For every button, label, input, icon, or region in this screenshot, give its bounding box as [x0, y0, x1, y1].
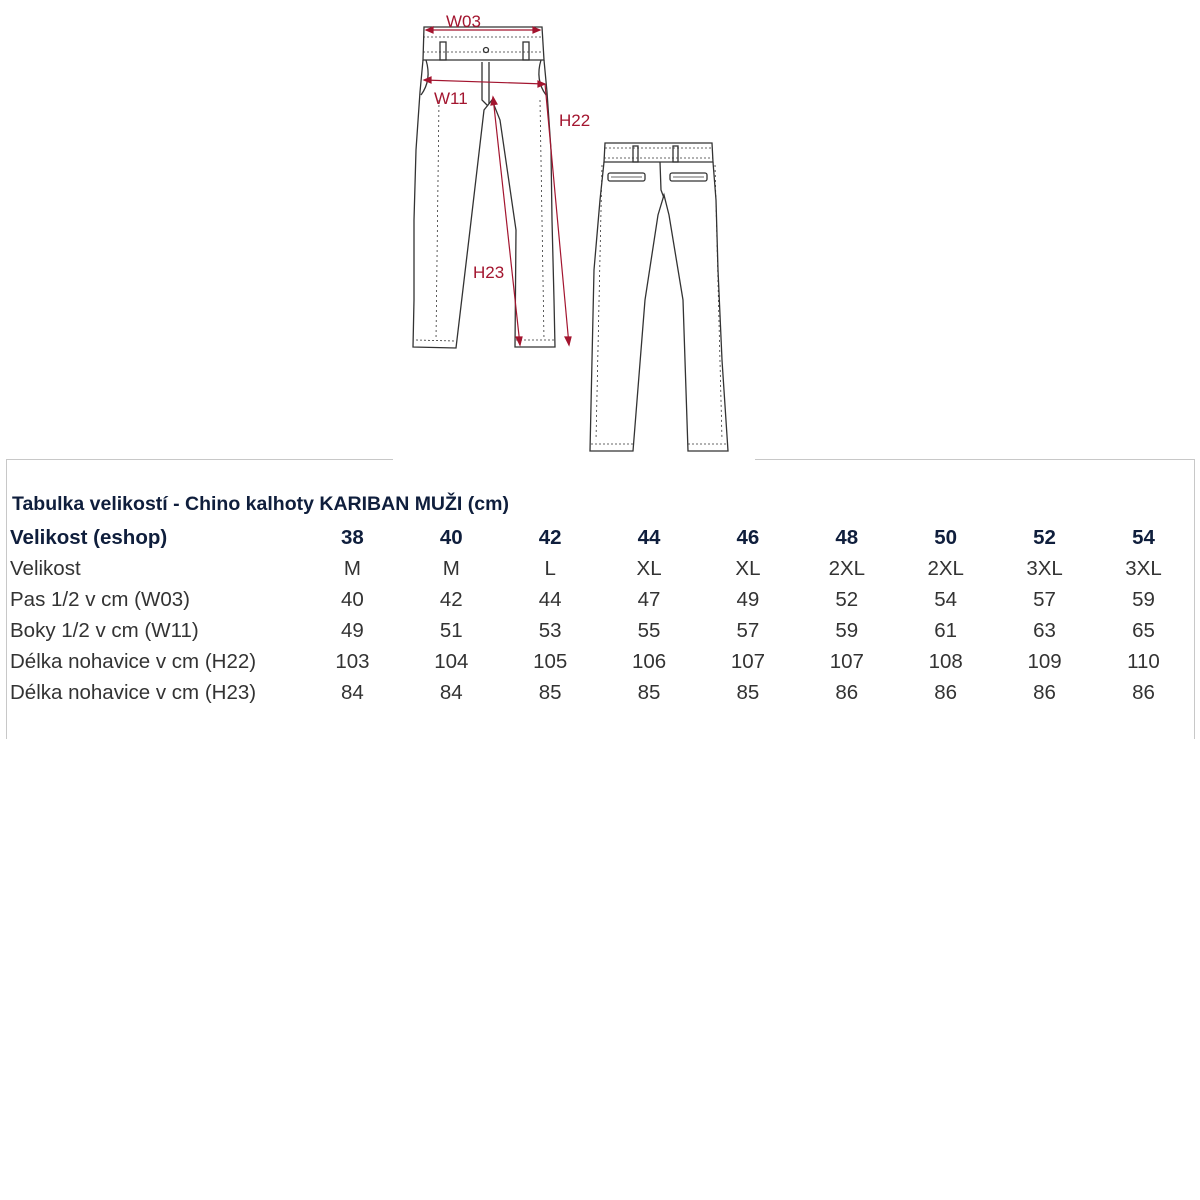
table-cell: 105 [533, 649, 568, 673]
label-w03: W03 [446, 12, 481, 31]
row-label: Boky 1/2 v cm (W11) [10, 618, 199, 642]
table-cell: XL [636, 556, 662, 580]
table-cell: 65 [1132, 618, 1155, 642]
table-cell: 3XL [1026, 556, 1063, 580]
header-size-cell: 52 [1033, 525, 1056, 549]
label-h22: H22 [559, 111, 591, 130]
table-cell: 86 [934, 680, 958, 704]
table-cell: 63 [1033, 618, 1056, 642]
table-cell: 59 [835, 618, 859, 642]
row-label: Délka nohavice v cm (H22) [10, 649, 257, 673]
table-cell: 54 [934, 587, 958, 611]
table-header-row [8, 522, 1193, 553]
table-frame-top-left [6, 459, 393, 460]
table-cell: 109 [1027, 649, 1062, 673]
table-row [8, 646, 1193, 677]
table-cell: 107 [829, 649, 864, 673]
table-cell: 85 [736, 680, 760, 704]
table-cell: 84 [341, 680, 364, 704]
table-cell: 85 [538, 680, 562, 704]
table-cell: 40 [341, 587, 364, 611]
size-table [8, 522, 1193, 708]
table-cell: 86 [835, 680, 859, 704]
header-size-cell: 38 [341, 525, 364, 549]
trousers-back-view [590, 143, 728, 451]
size-table-title: Tabulka velikostí - Chino kalhoty KARIBAN MUŽI (cm) [12, 493, 509, 515]
table-cell: 84 [439, 680, 463, 704]
table-cell: 2XL [828, 556, 866, 580]
table-cell: 49 [736, 587, 760, 611]
table-cell: 55 [637, 618, 661, 642]
table-row [8, 584, 1193, 615]
table-cell: M [442, 556, 460, 580]
label-w11: W11 [434, 89, 468, 108]
table-cell: L [544, 556, 556, 580]
row-label: Délka nohavice v cm (H23) [10, 680, 257, 704]
table-row [8, 553, 1193, 584]
table-cell: 3XL [1125, 556, 1162, 580]
measurement-labels [434, 12, 590, 282]
label-h23: H23 [473, 263, 505, 282]
header-size-cell: 48 [835, 525, 859, 549]
table-cell: 61 [934, 618, 958, 642]
row-label: Pas 1/2 v cm (W03) [10, 587, 190, 611]
header-size-cell: 46 [736, 525, 760, 549]
header-label: Velikost (eshop) [10, 525, 168, 549]
table-cell: XL [735, 556, 761, 580]
header-size-cell: 44 [637, 525, 661, 549]
table-cell: 103 [335, 649, 370, 673]
table-frame-right [1194, 459, 1195, 739]
header-size-cell: 40 [439, 525, 463, 549]
table-cell: M [343, 556, 361, 580]
table-row [8, 615, 1193, 646]
table-cell: 2XL [927, 556, 964, 580]
table-cell: 47 [637, 587, 661, 611]
table-cell: 86 [1033, 680, 1056, 704]
header-size-cell: 54 [1132, 525, 1155, 549]
table-cell: 106 [631, 649, 667, 673]
table-cell: 59 [1132, 587, 1155, 611]
table-cell: 42 [439, 587, 463, 611]
table-cell: 51 [439, 618, 463, 642]
table-cell: 104 [434, 649, 469, 673]
table-cell: 86 [1132, 680, 1155, 704]
table-frame-left [6, 459, 7, 739]
table-cell: 49 [341, 618, 364, 642]
trousers-front-view [413, 27, 555, 348]
table-cell: 108 [928, 649, 963, 673]
table-cell: 110 [1127, 649, 1160, 673]
table-frame-top-right [755, 459, 1195, 460]
table-cell: 52 [835, 587, 859, 611]
table-cell: 85 [637, 680, 661, 704]
measurement-lines [424, 27, 571, 345]
table-cell: 107 [730, 649, 766, 673]
row-label: Velikost [10, 556, 81, 580]
header-size-cell: 42 [538, 525, 562, 549]
header-size-cell: 50 [934, 525, 958, 549]
table-row [8, 677, 1193, 708]
table-cell: 44 [538, 587, 562, 611]
trousers-diagram [0, 0, 1200, 460]
table-cell: 57 [736, 618, 760, 642]
table-cell: 53 [538, 618, 562, 642]
table-cell: 57 [1033, 587, 1056, 611]
